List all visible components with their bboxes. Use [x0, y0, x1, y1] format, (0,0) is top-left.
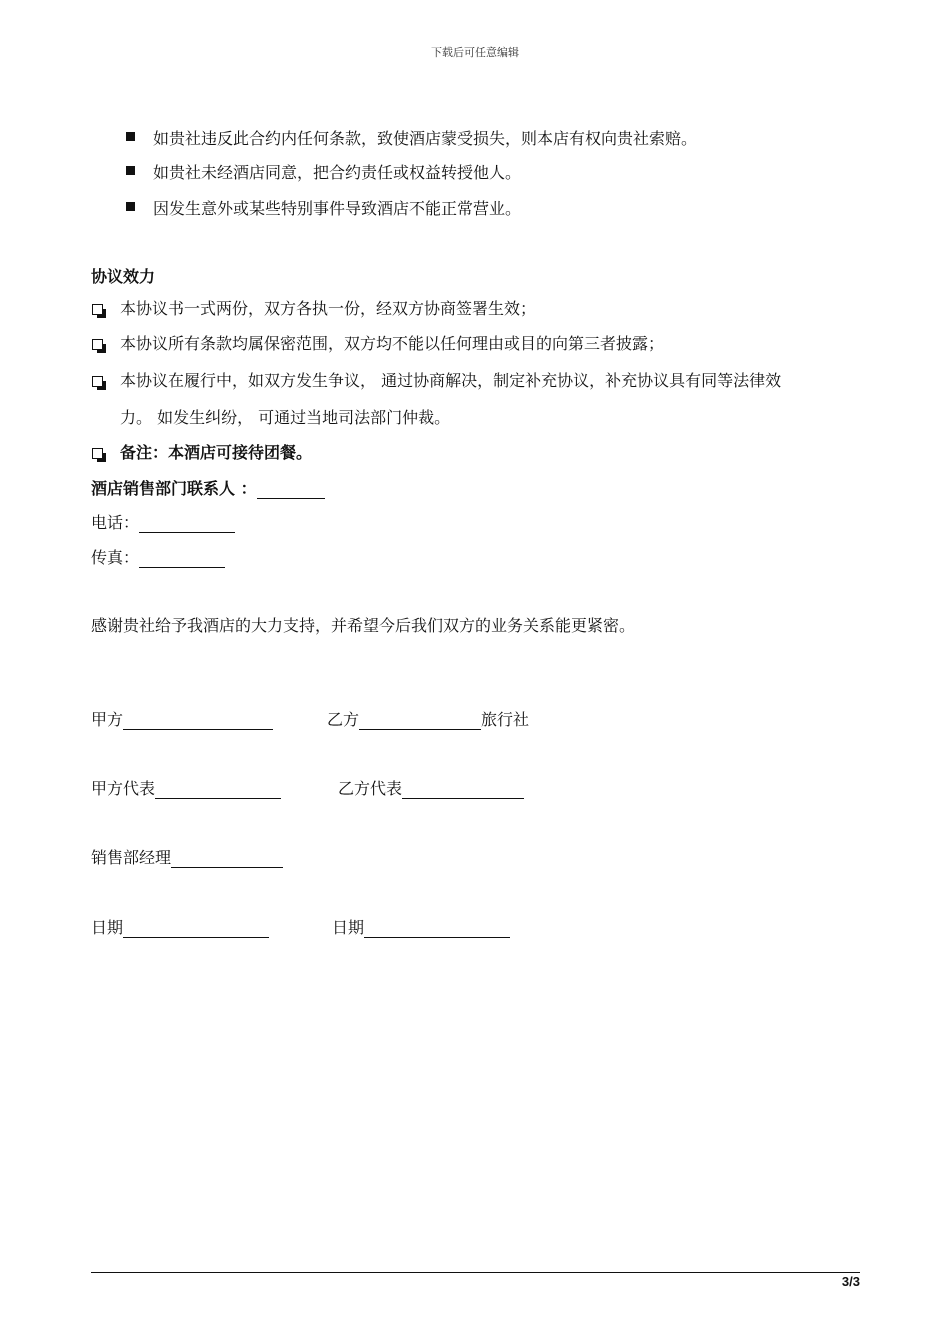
party-b-row: [327, 707, 529, 730]
checkbox-icon: [92, 335, 103, 354]
rep-b-row: [338, 776, 524, 799]
party-b-blank: [359, 712, 481, 730]
contact-person-label: 酒店销售部门联系人 ：: [91, 479, 257, 498]
thanks-text: 感谢贵社给予我酒店的大力支持，并希望今后我们双方的业务关系能更紧密。: [91, 616, 636, 635]
date-b-row: [332, 915, 510, 938]
rep-a-blank: [155, 781, 281, 799]
phone-label: 电话：: [91, 513, 140, 532]
manager-blank: [171, 850, 283, 868]
bullet-icon: [126, 196, 135, 215]
date-a-label: 日期: [91, 918, 124, 937]
bullet-item: 因发生意外或某些特别事件导致酒店不能正常营业。: [153, 199, 522, 218]
checkbox-icon: [92, 372, 103, 391]
manager-label: 销售部经理: [91, 848, 172, 867]
section-item: 本协议在履行中，如双方发生争议， 通过协商解决，制定补充协议，补充协议具有同等法律效: [120, 371, 782, 390]
note-text: 备注：本酒店可接待团餐。: [120, 443, 313, 462]
rep-b-blank: [402, 781, 524, 799]
rep-a-label: 甲方代表: [91, 779, 156, 798]
section-item: 本协议书一式两份，双方各执一份，经双方协商签署生效；: [120, 299, 537, 318]
date-a-blank: [123, 920, 269, 938]
rep-a-row: [91, 776, 281, 799]
party-b-label: 乙方: [327, 710, 360, 729]
checkbox-icon: [92, 444, 103, 463]
rep-b-label: 乙方代表: [338, 779, 403, 798]
bullet-item: 如贵社违反此合约内任何条款，致使酒店蒙受损失，则本店有权向贵社索赔。: [153, 129, 698, 148]
fax-label: 传真：: [91, 548, 140, 567]
page-number: 3/3: [841, 1274, 860, 1289]
date-a-row: [91, 915, 269, 938]
fax-row: [91, 545, 225, 568]
date-b-blank: [364, 920, 510, 938]
phone-blank: [139, 515, 235, 533]
party-a-row: [91, 707, 273, 730]
phone-row: [91, 510, 235, 533]
checkbox-icon: [92, 300, 103, 319]
bullet-icon: [126, 126, 135, 145]
party-a-label: 甲方: [91, 710, 124, 729]
contact-person-row: [91, 476, 325, 499]
manager-row: [91, 845, 283, 868]
date-b-label: 日期: [332, 918, 365, 937]
bullet-icon: [126, 160, 135, 179]
party-b-suffix: 旅行社: [481, 710, 530, 729]
party-a-blank: [123, 712, 273, 730]
section-title: 协议效力: [91, 267, 156, 286]
contact-person-blank: [257, 481, 325, 499]
fax-blank: [139, 550, 225, 568]
section-item-continuation: 力。 如发生纠纷， 可通过当地司法部门仲裁。: [120, 408, 451, 427]
footer-divider: [91, 1272, 860, 1273]
bullet-item: 如贵社未经酒店同意，把合约责任或权益转授他人。: [153, 163, 522, 182]
page-header: 下载后可任意编辑: [431, 46, 519, 59]
section-item: 本协议所有条款均属保密范围，双方均不能以任何理由或目的向第三者披露；: [120, 334, 665, 353]
